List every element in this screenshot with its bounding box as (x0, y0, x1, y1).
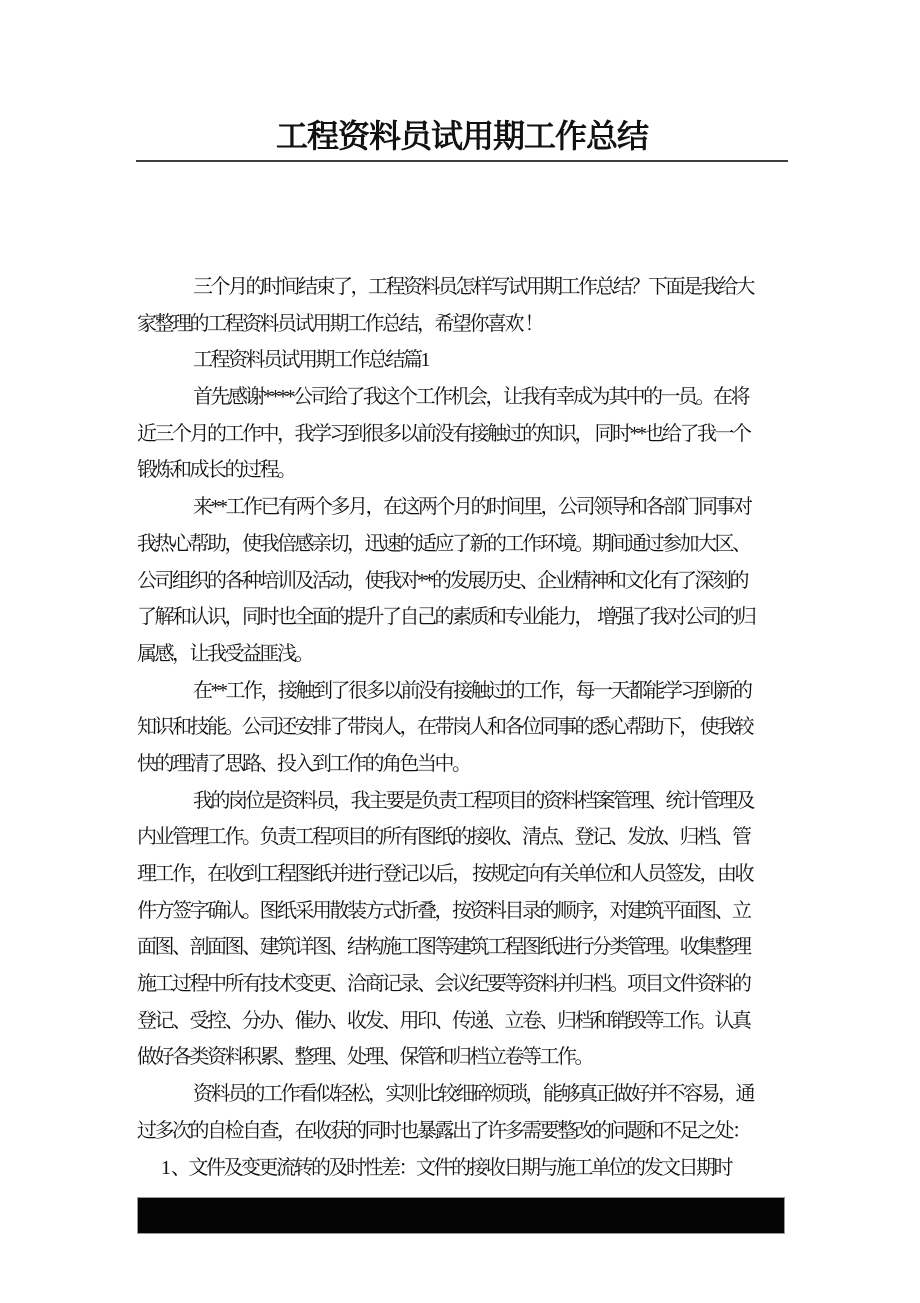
text-line: 我热心帮助，使我倍感亲切，迅速的适应了新的工作环境。期间通过参加大区、 (137, 532, 750, 555)
text-line: 锻炼和成长的过程。 (137, 459, 295, 482)
text-line: 工程资料员试用期工作总结篇1 (193, 349, 428, 372)
text-line: 内业管理工作。负责工程项目的所有图纸的接收、清点、登记、发放、归档、管 (137, 826, 750, 849)
text-line: 件方签字确认。图纸采用散装方式折叠，按资料目录的顺序，对建筑平面图、立 (137, 899, 750, 922)
text-line: 公司组织的各种培训及活动，使我对**的发展历史、企业精神和文化有了深刻的 (137, 569, 747, 592)
text-line: 过多次的自检自查，在收获的同时也暴露出了许多需要整改的问题和不足之处： (137, 1119, 750, 1142)
text-line: 面图、剖面图、建筑详图、结构施工图等建筑工程图纸进行分类管理。收集整理 (137, 936, 750, 959)
text-line: 登记、受控、分办、催办、收发、用印、传递、立卷、归档和销毁等工作。认真 (137, 1009, 750, 1032)
title-divider-rule (136, 160, 788, 162)
text-line: 家整理的工程资料员试用期工作总结，希望你喜欢 ！ (137, 312, 542, 335)
text-line: 做好各类资料积累、整理、处理、保管和归档立卷等工作。 (137, 1046, 592, 1069)
text-line: 1 、文件及变更流转的及时性差：文件的接收日期与施工单位的发文日期时 (161, 1156, 731, 1179)
text-line: 我的岗位是资料员，我主要是负责工程项目的资料档案管理、统计管理及 (193, 789, 753, 812)
text-line: 资料员的工作看似轻松，实则比较细碎烦琐，能够真正做好并不容易，通 (193, 1083, 753, 1106)
text-line: 了解和认识，同时也全面的提升了自己的素质和专业能力， 增强了我对公司的归 (137, 606, 755, 629)
text-line: 属感，让我受益匪浅。 (137, 642, 312, 665)
text-line: 理工作，在收到工程图纸并进行登记以后， 按规定向有关单位和人员签发，由收 (137, 863, 752, 885)
text-line: 在**工作，接触到了很多以前没有接触过的工作，每一天都能学习到新的 (193, 679, 751, 702)
text-line: 近三个月的工作中，我学习到很多以前没有接触过的知识， 同时**也给了我一个 (137, 422, 750, 445)
page-title: 工程资料员试用期工作总结 (275, 118, 648, 154)
text-line: 快的理清了思路、投入到工作的角色当中。 (137, 752, 470, 775)
text-line: 来**工作已有两个多月，在这两个月的时间里，公司领导和各部门同事对 (193, 496, 751, 519)
document-body (137, 269, 797, 1186)
text-line: 首先感谢****公司给了我这个工作机会，让我有幸成为其中的一员。在将 (193, 386, 748, 409)
text-line: 知识和技能。公司还安排了带岗人，在带岗人和各位同事的悉心帮助下， 使我较 (137, 716, 752, 739)
black-image-placeholder (137, 1197, 785, 1234)
text-line: 三个月的时间结束了，工程资料员怎样写试用期工作总结？下面是我给大 (193, 276, 753, 298)
text-line: 施工过程中所有技术变更、洽商记录、会议纪要等资料并归档。项目文件资料的 (137, 973, 750, 996)
